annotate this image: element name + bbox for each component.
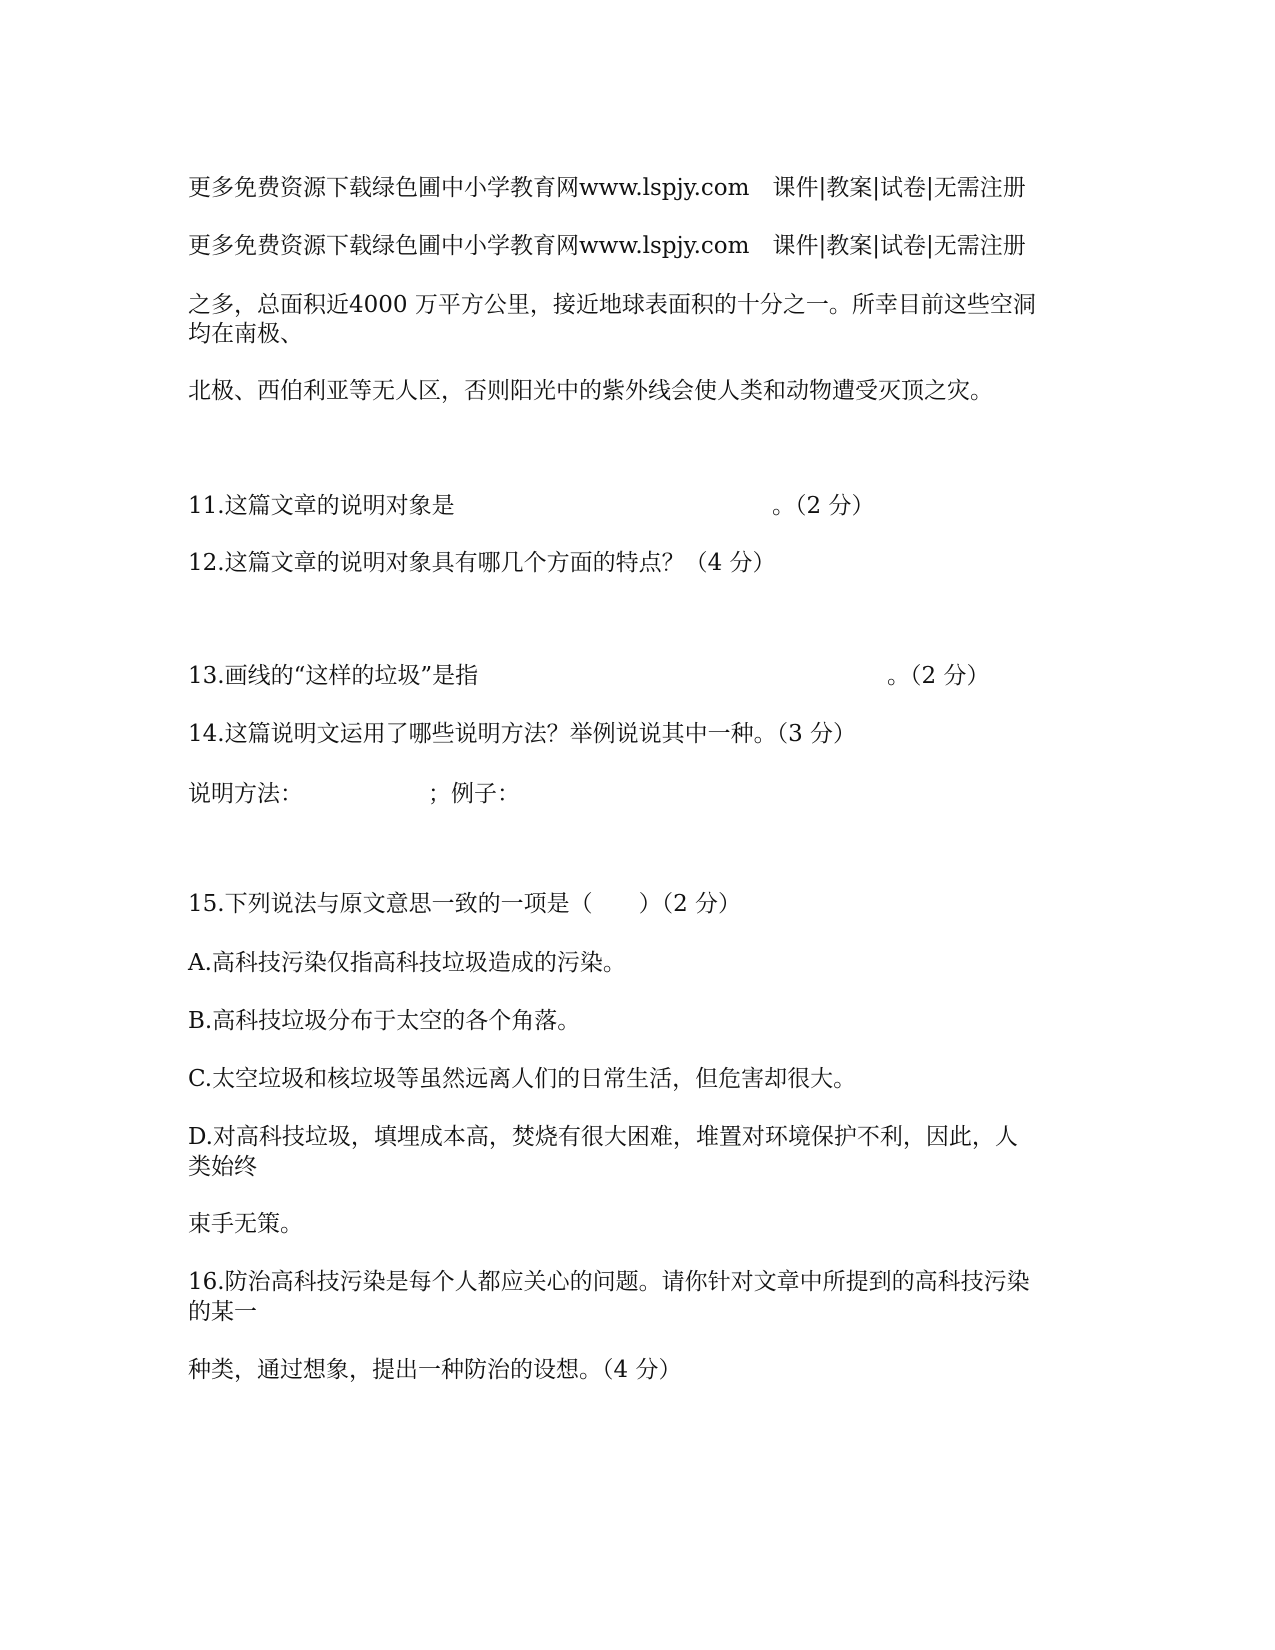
passage-line-1: 之多，总面积近4000 万平方公里，接近地球表面积的十分之一。所幸目前这些空洞 — [188, 292, 1036, 318]
question-15-option-d-line-2: 类始终 — [188, 1154, 257, 1180]
passage-line-2: 北极、西伯利亚等无人区，否则阳光中的紫外线会使人类和动物遭受灭顶之灾。 — [188, 378, 993, 404]
question-15-option-c: C.太空垃圾和核垃圾等虽然远离人们的日常生活，但危害却很大。 — [188, 1066, 857, 1092]
header-resource-line-2: 更多免费资源下载绿色圃中小学教育网www.lspjy.com 课件|教案|试卷|无需注册 — [188, 233, 1026, 259]
question-13: 13.画线的“这样的垃圾”是指 — [188, 663, 479, 689]
question-16-line-2: 的某一 — [188, 1299, 257, 1325]
question-15-option-b: B.高科技垃圾分布于太空的各个角落。 — [188, 1008, 581, 1034]
question-15-option-d-line-3: 束手无策。 — [188, 1211, 303, 1237]
question-14: 14.这篇说明文运用了哪些说明方法？举例说说其中一种。（3 分） — [188, 721, 857, 747]
passage-line-1-wrap: 均在南极、 — [188, 321, 303, 347]
question-15: 15.下列说法与原文意思一致的一项是（ ）（2 分） — [188, 891, 742, 917]
question-14-method-label: 说明方法： — [188, 781, 303, 807]
question-14-example-label: ；例子： — [428, 781, 520, 807]
question-15-option-a: A.高科技污染仅指高科技垃圾造成的污染。 — [188, 950, 626, 976]
question-16-line-3: 种类，通过想象，提出一种防治的设想。（4 分） — [188, 1357, 682, 1383]
question-13-score: 。（2 分） — [887, 663, 990, 689]
question-11: 11.这篇文章的说明对象是 — [188, 493, 455, 519]
question-11-score: 。（2 分） — [772, 493, 875, 519]
header-resource-line-1: 更多免费资源下载绿色圃中小学教育网www.lspjy.com 课件|教案|试卷|无需注册 — [188, 175, 1026, 201]
question-12: 12.这篇文章的说明对象具有哪几个方面的特点？（4 分） — [188, 550, 776, 576]
question-16-line-1: 16.防治高科技污染是每个人都应关心的问题。请你针对文章中所提到的高科技污染 — [188, 1269, 1030, 1295]
question-15-option-d-line-1: D.对高科技垃圾，填埋成本高，焚烧有很大困难，堆置对环境保护不利，因此，人 — [188, 1124, 1018, 1150]
